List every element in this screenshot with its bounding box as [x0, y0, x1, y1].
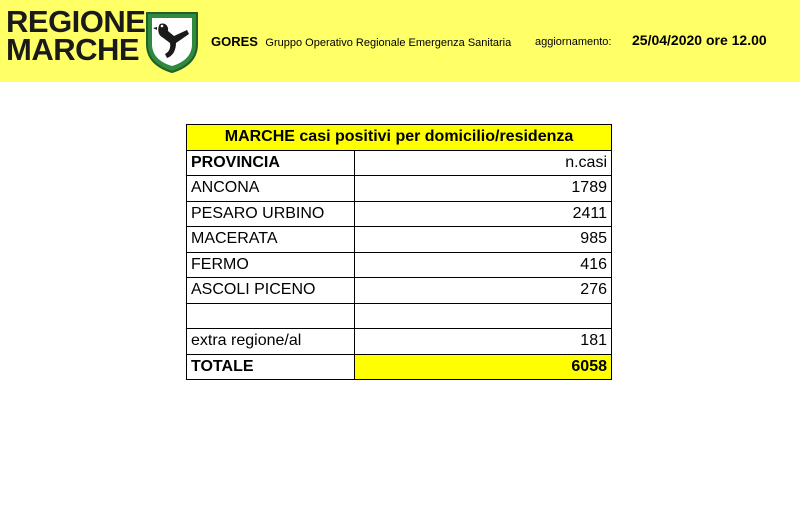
- province-cell: ASCOLI PICENO: [187, 278, 355, 304]
- table-row: [187, 278, 612, 304]
- logo-line-1: REGIONE: [6, 4, 146, 39]
- regione-marche-emblem-icon: [143, 10, 201, 74]
- table-row: [187, 329, 612, 355]
- table-row: [187, 227, 612, 253]
- logo-line-2: MARCHE: [6, 32, 140, 67]
- regione-marche-logo: [6, 4, 146, 67]
- table-title: MARCHE casi positivi per domicilio/residenza: [187, 125, 612, 151]
- province-cell: extra regione/al: [187, 329, 355, 355]
- column-header-province: PROVINCIA: [187, 150, 355, 176]
- cases-cell: [355, 303, 612, 329]
- total-label: TOTALE: [187, 354, 355, 380]
- table-header-row: [187, 150, 612, 176]
- update-timestamp: 25/04/2020 ore 12.00: [632, 32, 767, 48]
- province-cell: FERMO: [187, 252, 355, 278]
- province-cell: [187, 303, 355, 329]
- org-name: [211, 33, 511, 51]
- org-acronym: GORES: [211, 34, 258, 49]
- cases-cell: 985: [355, 227, 612, 253]
- cases-cell: 181: [355, 329, 612, 355]
- header-band: [0, 0, 800, 82]
- cases-table: [186, 124, 612, 380]
- cases-cell: 2411: [355, 201, 612, 227]
- update-label: aggiornamento:: [535, 36, 612, 48]
- table-total-row: [187, 354, 612, 380]
- org-full-name: Gruppo Operativo Regionale Emergenza Sanitaria: [265, 37, 512, 49]
- cases-cell: 1789: [355, 176, 612, 202]
- table-row: [187, 252, 612, 278]
- total-value: 6058: [355, 354, 612, 380]
- province-cell: PESARO URBINO: [187, 201, 355, 227]
- table-title-row: [187, 125, 612, 151]
- table-row: [187, 201, 612, 227]
- province-cell: ANCONA: [187, 176, 355, 202]
- cases-cell: 276: [355, 278, 612, 304]
- column-header-cases: n.casi: [355, 150, 612, 176]
- province-cell: MACERATA: [187, 227, 355, 253]
- cases-cell: 416: [355, 252, 612, 278]
- table-row: [187, 176, 612, 202]
- table-row-empty: [187, 303, 612, 329]
